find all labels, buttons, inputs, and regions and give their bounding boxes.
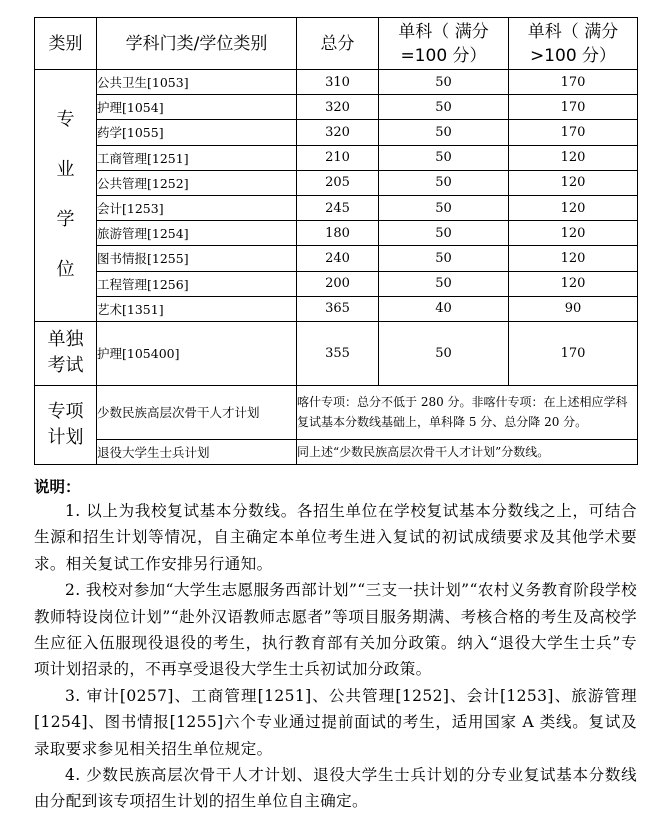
- subject-cell: 护理[1054]: [97, 95, 297, 120]
- single-100-cell: 50: [379, 246, 509, 271]
- total-score-cell: 200: [297, 271, 379, 296]
- total-score-cell: 245: [297, 195, 379, 220]
- subject-cell: 护理[105400]: [97, 321, 297, 385]
- score-table: [34, 17, 638, 465]
- category-cell: 专项计划: [35, 385, 97, 464]
- single-over100-cell: 120: [509, 195, 638, 220]
- total-score-cell: 240: [297, 246, 379, 271]
- subject-cell: 艺术[1351]: [97, 296, 297, 321]
- single-over100-cell: 120: [509, 271, 638, 296]
- table-row: [35, 170, 638, 195]
- table-row: [35, 145, 638, 170]
- total-score-cell: 365: [297, 296, 379, 321]
- notes-title: 说明：: [34, 478, 81, 496]
- table-body: [35, 70, 638, 465]
- subject-cell: 退役大学生士兵计划: [97, 439, 297, 464]
- note-item: 3. 审计[0257]、工商管理[1251]、公共管理[1252]、会计[1253]、旅游管理[1254]、图书情报[1255]六个专业通过提前面试的考生，适用国家 A 类线。复试及录取要求参见相关招生单位规定。: [34, 686, 637, 758]
- subject-cell: 图书情报[1255]: [97, 246, 297, 271]
- total-score-cell: 320: [297, 120, 379, 145]
- single-100-cell: 40: [379, 296, 509, 321]
- category-cell: 单独考试: [35, 321, 97, 385]
- subject-cell: 会计[1253]: [97, 195, 297, 220]
- single-over100-cell: 120: [509, 221, 638, 246]
- total-score-cell: 310: [297, 70, 379, 95]
- header-total: 总分: [297, 18, 379, 70]
- category-cell: 专业学位: [35, 70, 97, 322]
- subject-cell: 工程管理[1256]: [97, 271, 297, 296]
- single-100-cell: 50: [379, 170, 509, 195]
- single-over100-cell: 90: [509, 296, 638, 321]
- subject-cell: 公共管理[1252]: [97, 170, 297, 195]
- header-category: 类别: [35, 18, 97, 70]
- single-over100-cell: 120: [509, 170, 638, 195]
- total-score-cell: 205: [297, 170, 379, 195]
- total-score-cell: 320: [297, 95, 379, 120]
- table-row: [35, 439, 638, 464]
- single-100-cell: 50: [379, 120, 509, 145]
- total-score-cell: 210: [297, 145, 379, 170]
- notes-section: [34, 476, 637, 815]
- single-100-cell: 50: [379, 145, 509, 170]
- table-row: [35, 296, 638, 321]
- table-header-row: [35, 18, 638, 70]
- subject-cell: 工商管理[1251]: [97, 145, 297, 170]
- subject-cell: 少数民族高层次骨干人才计划: [97, 385, 297, 439]
- table-row: [35, 95, 638, 120]
- table-row: [35, 70, 638, 95]
- table-row: [35, 120, 638, 145]
- single-100-cell: 50: [379, 321, 509, 385]
- note-item: 1. 以上为我校复试基本分数线。各招生单位在学校复试基本分数线之上，可结合生源和招生计划等情况，自主确定本单位考生进入复试的初试成绩要求及其他学术要求。相关复试工作安排另行通知。: [34, 502, 637, 573]
- note-item: 4. 少数民族高层次骨干人才计划、退役大学生士兵计划的分专业复试基本分数线由分配到该专项招生计划的招生单位自主确定。: [34, 766, 637, 811]
- single-over100-cell: 120: [509, 246, 638, 271]
- table-row: [35, 271, 638, 296]
- subject-cell: 药学[1055]: [97, 120, 297, 145]
- header-subject: 学科门类/学位类别: [97, 18, 297, 70]
- total-score-cell: 355: [297, 321, 379, 385]
- subject-cell: 旅游管理[1254]: [97, 221, 297, 246]
- header-single-100: 单科（ 满分=100 分）: [379, 18, 509, 70]
- single-over100-cell: 170: [509, 95, 638, 120]
- note-item: 2. 我校对参加“大学生志愿服务西部计划”“三支一扶计划”“农村义务教育阶段学校教师特设岗位计划”“赴外汉语教师志愿者”等项目服务期满、考核合格的考生及高校学生应征入伍服现役退役的考生，执行教育部有关加分政策。纳入“退役大学生士兵”专项计划招录的，不再享受退役大学生士兵初试加分政策。: [34, 581, 637, 679]
- subject-cell: 公共卫生[1053]: [97, 70, 297, 95]
- table-row: [35, 321, 638, 385]
- single-over100-cell: 170: [509, 120, 638, 145]
- plan-note-cell: 同上述“少数民族高层次骨干人才计划”分数线。: [297, 439, 638, 464]
- plan-note-cell: 喀什专项：总分不低于 280 分。非喀什专项：在上述相应学科复试基本分数线基础上，单科降 5 分、总分降 20 分。: [297, 385, 638, 439]
- single-100-cell: 50: [379, 195, 509, 220]
- single-100-cell: 50: [379, 70, 509, 95]
- table-row: [35, 385, 638, 439]
- single-over100-cell: 170: [509, 321, 638, 385]
- single-over100-cell: 120: [509, 145, 638, 170]
- single-100-cell: 50: [379, 95, 509, 120]
- total-score-cell: 180: [297, 221, 379, 246]
- header-single-over100: 单科（ 满分>100 分）: [509, 18, 638, 70]
- single-100-cell: 50: [379, 221, 509, 246]
- table-row: [35, 195, 638, 220]
- table-row: [35, 246, 638, 271]
- single-over100-cell: 170: [509, 70, 638, 95]
- single-100-cell: 50: [379, 271, 509, 296]
- table-row: [35, 221, 638, 246]
